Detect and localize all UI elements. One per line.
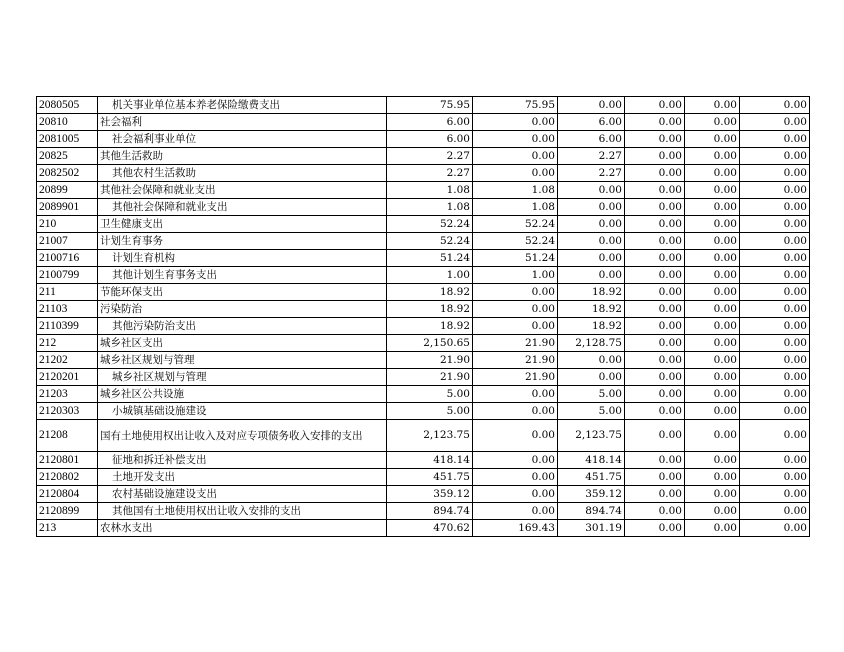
subject-code-cell: 210 [37, 216, 98, 233]
amount-cell: 0.00 [740, 148, 810, 165]
amount-cell: 0.00 [473, 114, 558, 131]
amount-cell: 0.00 [685, 284, 740, 301]
subject-name-cell: 土地开发支出 [98, 469, 387, 486]
amount-cell: 0.00 [740, 369, 810, 386]
amount-cell: 21.90 [473, 369, 558, 386]
amount-cell: 0.00 [685, 420, 740, 452]
amount-cell: 470.62 [387, 520, 473, 537]
subject-code-cell: 2120899 [37, 503, 98, 520]
table-row [37, 469, 810, 486]
amount-cell: 0.00 [473, 503, 558, 520]
table-row [37, 131, 810, 148]
table-row [37, 503, 810, 520]
amount-cell: 0.00 [558, 250, 625, 267]
amount-cell: 0.00 [740, 216, 810, 233]
amount-cell: 2.27 [558, 148, 625, 165]
table-row [37, 335, 810, 352]
amount-cell: 0.00 [685, 199, 740, 216]
amount-cell: 0.00 [625, 486, 685, 503]
table-row [37, 520, 810, 537]
subject-code-cell: 2120201 [37, 369, 98, 386]
amount-cell: 0.00 [685, 301, 740, 318]
subject-name-cell: 征地和拆迁补偿支出 [98, 452, 387, 469]
table-row [37, 114, 810, 131]
amount-cell: 0.00 [558, 233, 625, 250]
subject-code-cell: 20899 [37, 182, 98, 199]
subject-name-cell: 其他计划生育事务支出 [98, 267, 387, 284]
amount-cell: 52.24 [473, 233, 558, 250]
amount-cell: 5.00 [558, 386, 625, 403]
amount-cell: 0.00 [625, 216, 685, 233]
table-row [37, 301, 810, 318]
subject-code-cell: 2100799 [37, 267, 98, 284]
amount-cell: 418.14 [387, 452, 473, 469]
amount-cell: 0.00 [685, 148, 740, 165]
amount-cell: 0.00 [625, 386, 685, 403]
amount-cell: 0.00 [685, 503, 740, 520]
amount-cell: 0.00 [625, 182, 685, 199]
amount-cell: 0.00 [625, 335, 685, 352]
subject-name-cell: 其他国有土地使用权出让收入安排的支出 [98, 503, 387, 520]
amount-cell: 0.00 [625, 97, 685, 114]
table-row [37, 199, 810, 216]
amount-cell: 0.00 [740, 97, 810, 114]
amount-cell: 359.12 [387, 486, 473, 503]
amount-cell: 18.92 [387, 284, 473, 301]
amount-cell: 18.92 [387, 318, 473, 335]
amount-cell: 18.92 [558, 301, 625, 318]
table-row [37, 216, 810, 233]
amount-cell: 2.27 [387, 148, 473, 165]
subject-name-cell: 节能环保支出 [98, 284, 387, 301]
amount-cell: 5.00 [387, 403, 473, 420]
amount-cell: 451.75 [558, 469, 625, 486]
amount-cell: 359.12 [558, 486, 625, 503]
subject-code-cell: 21007 [37, 233, 98, 250]
subject-code-cell: 2082502 [37, 165, 98, 182]
amount-cell: 2,128.75 [558, 335, 625, 352]
amount-cell: 0.00 [685, 318, 740, 335]
amount-cell: 0.00 [685, 250, 740, 267]
subject-name-cell: 其他污染防治支出 [98, 318, 387, 335]
amount-cell: 0.00 [685, 165, 740, 182]
amount-cell: 51.24 [473, 250, 558, 267]
amount-cell: 0.00 [740, 386, 810, 403]
amount-cell: 0.00 [685, 486, 740, 503]
subject-name-cell: 污染防治 [98, 301, 387, 318]
budget-table [36, 96, 810, 537]
amount-cell: 0.00 [685, 131, 740, 148]
table-row [37, 148, 810, 165]
subject-code-cell: 21203 [37, 386, 98, 403]
amount-cell: 0.00 [740, 486, 810, 503]
subject-code-cell: 21208 [37, 420, 98, 452]
amount-cell: 0.00 [685, 182, 740, 199]
amount-cell: 0.00 [685, 520, 740, 537]
amount-cell: 6.00 [387, 131, 473, 148]
amount-cell: 0.00 [625, 503, 685, 520]
amount-cell: 75.95 [473, 97, 558, 114]
amount-cell: 0.00 [740, 469, 810, 486]
amount-cell: 52.24 [387, 216, 473, 233]
amount-cell: 0.00 [625, 469, 685, 486]
amount-cell: 6.00 [558, 131, 625, 148]
table-row [37, 420, 810, 452]
amount-cell: 0.00 [740, 250, 810, 267]
amount-cell: 21.90 [473, 352, 558, 369]
amount-cell: 5.00 [387, 386, 473, 403]
amount-cell: 0.00 [740, 182, 810, 199]
amount-cell: 0.00 [558, 352, 625, 369]
amount-cell: 0.00 [625, 267, 685, 284]
table-row [37, 97, 810, 114]
amount-cell: 2,150.65 [387, 335, 473, 352]
subject-code-cell: 20810 [37, 114, 98, 131]
subject-code-cell: 213 [37, 520, 98, 537]
table-row [37, 267, 810, 284]
amount-cell: 0.00 [740, 131, 810, 148]
subject-code-cell: 211 [37, 284, 98, 301]
amount-cell: 0.00 [625, 452, 685, 469]
amount-cell: 0.00 [558, 216, 625, 233]
table-row [37, 318, 810, 335]
amount-cell: 1.08 [387, 182, 473, 199]
subject-name-cell: 小城镇基础设施建设 [98, 403, 387, 420]
amount-cell: 0.00 [740, 403, 810, 420]
subject-code-cell: 20825 [37, 148, 98, 165]
amount-cell: 1.00 [387, 267, 473, 284]
amount-cell: 0.00 [740, 335, 810, 352]
amount-cell: 0.00 [685, 469, 740, 486]
amount-cell: 169.43 [473, 520, 558, 537]
amount-cell: 0.00 [740, 503, 810, 520]
subject-name-cell: 其他生活救助 [98, 148, 387, 165]
amount-cell: 0.00 [473, 403, 558, 420]
table-row [37, 403, 810, 420]
amount-cell: 2,123.75 [558, 420, 625, 452]
table-row [37, 284, 810, 301]
amount-cell: 21.90 [387, 369, 473, 386]
budget-table-body [37, 97, 810, 537]
amount-cell: 0.00 [740, 352, 810, 369]
amount-cell: 0.00 [625, 148, 685, 165]
subject-code-cell: 2120804 [37, 486, 98, 503]
amount-cell: 0.00 [473, 148, 558, 165]
amount-cell: 0.00 [625, 301, 685, 318]
amount-cell: 0.00 [740, 520, 810, 537]
amount-cell: 0.00 [473, 301, 558, 318]
amount-cell: 0.00 [740, 267, 810, 284]
amount-cell: 2.27 [387, 165, 473, 182]
subject-name-cell: 卫生健康支出 [98, 216, 387, 233]
amount-cell: 0.00 [625, 369, 685, 386]
subject-name-cell: 城乡社区规划与管理 [98, 369, 387, 386]
amount-cell: 0.00 [625, 165, 685, 182]
amount-cell: 0.00 [625, 233, 685, 250]
table-row [37, 182, 810, 199]
amount-cell: 301.19 [558, 520, 625, 537]
amount-cell: 0.00 [625, 318, 685, 335]
amount-cell: 2.27 [558, 165, 625, 182]
amount-cell: 0.00 [558, 369, 625, 386]
amount-cell: 894.74 [558, 503, 625, 520]
amount-cell: 0.00 [625, 114, 685, 131]
amount-cell: 0.00 [685, 114, 740, 131]
subject-code-cell: 2080505 [37, 97, 98, 114]
amount-cell: 0.00 [740, 284, 810, 301]
table-row [37, 486, 810, 503]
amount-cell: 2,123.75 [387, 420, 473, 452]
subject-name-cell: 城乡社区支出 [98, 335, 387, 352]
amount-cell: 0.00 [473, 420, 558, 452]
amount-cell: 0.00 [685, 216, 740, 233]
subject-code-cell: 2110399 [37, 318, 98, 335]
amount-cell: 0.00 [558, 267, 625, 284]
amount-cell: 75.95 [387, 97, 473, 114]
amount-cell: 0.00 [740, 318, 810, 335]
amount-cell: 1.00 [473, 267, 558, 284]
subject-code-cell: 2081005 [37, 131, 98, 148]
amount-cell: 51.24 [387, 250, 473, 267]
subject-name-cell: 计划生育事务 [98, 233, 387, 250]
amount-cell: 0.00 [740, 301, 810, 318]
amount-cell: 418.14 [558, 452, 625, 469]
amount-cell: 0.00 [740, 165, 810, 182]
amount-cell: 0.00 [473, 386, 558, 403]
table-row [37, 165, 810, 182]
amount-cell: 894.74 [387, 503, 473, 520]
amount-cell: 0.00 [685, 386, 740, 403]
amount-cell: 0.00 [685, 403, 740, 420]
amount-cell: 0.00 [685, 267, 740, 284]
subject-name-cell: 机关事业单位基本养老保险缴费支出 [98, 97, 387, 114]
amount-cell: 5.00 [558, 403, 625, 420]
amount-cell: 0.00 [473, 165, 558, 182]
amount-cell: 0.00 [473, 318, 558, 335]
amount-cell: 21.90 [387, 352, 473, 369]
amount-cell: 0.00 [625, 403, 685, 420]
amount-cell: 0.00 [625, 284, 685, 301]
subject-code-cell: 2100716 [37, 250, 98, 267]
subject-name-cell: 城乡社区规划与管理 [98, 352, 387, 369]
subject-name-cell: 计划生育机构 [98, 250, 387, 267]
amount-cell: 1.08 [473, 199, 558, 216]
amount-cell: 52.24 [473, 216, 558, 233]
amount-cell: 52.24 [387, 233, 473, 250]
amount-cell: 0.00 [625, 250, 685, 267]
amount-cell: 0.00 [473, 284, 558, 301]
amount-cell: 0.00 [740, 199, 810, 216]
subject-code-cell: 2120303 [37, 403, 98, 420]
amount-cell: 0.00 [740, 233, 810, 250]
amount-cell: 451.75 [387, 469, 473, 486]
amount-cell: 18.92 [558, 318, 625, 335]
amount-cell: 1.08 [473, 182, 558, 199]
amount-cell: 0.00 [473, 486, 558, 503]
amount-cell: 0.00 [625, 131, 685, 148]
table-row [37, 250, 810, 267]
table-row [37, 352, 810, 369]
amount-cell: 0.00 [558, 182, 625, 199]
subject-code-cell: 2120801 [37, 452, 98, 469]
amount-cell: 0.00 [625, 352, 685, 369]
amount-cell: 0.00 [625, 520, 685, 537]
amount-cell: 18.92 [558, 284, 625, 301]
amount-cell: 0.00 [685, 369, 740, 386]
subject-name-cell: 其他社会保障和就业支出 [98, 182, 387, 199]
subject-name-cell: 国有土地使用权出让收入及对应专项债务收入安排的支出 [98, 420, 387, 452]
table-row [37, 233, 810, 250]
amount-cell: 0.00 [685, 233, 740, 250]
table-row [37, 369, 810, 386]
table-row [37, 386, 810, 403]
subject-code-cell: 21202 [37, 352, 98, 369]
amount-cell: 0.00 [625, 420, 685, 452]
subject-name-cell: 其他社会保障和就业支出 [98, 199, 387, 216]
subject-name-cell: 农村基础设施建设支出 [98, 486, 387, 503]
subject-name-cell: 农林水支出 [98, 520, 387, 537]
subject-name-cell: 社会福利 [98, 114, 387, 131]
subject-code-cell: 212 [37, 335, 98, 352]
subject-code-cell: 2120802 [37, 469, 98, 486]
amount-cell: 0.00 [473, 131, 558, 148]
amount-cell: 0.00 [558, 97, 625, 114]
amount-cell: 18.92 [387, 301, 473, 318]
amount-cell: 0.00 [685, 335, 740, 352]
amount-cell: 0.00 [625, 199, 685, 216]
amount-cell: 0.00 [473, 452, 558, 469]
table-row [37, 452, 810, 469]
amount-cell: 0.00 [473, 469, 558, 486]
amount-cell: 0.00 [685, 452, 740, 469]
amount-cell: 0.00 [558, 199, 625, 216]
subject-name-cell: 其他农村生活救助 [98, 165, 387, 182]
amount-cell: 6.00 [558, 114, 625, 131]
amount-cell: 21.90 [473, 335, 558, 352]
amount-cell: 0.00 [685, 97, 740, 114]
amount-cell: 0.00 [740, 420, 810, 452]
subject-code-cell: 2089901 [37, 199, 98, 216]
amount-cell: 1.08 [387, 199, 473, 216]
amount-cell: 6.00 [387, 114, 473, 131]
amount-cell: 0.00 [740, 114, 810, 131]
amount-cell: 0.00 [740, 452, 810, 469]
subject-name-cell: 城乡社区公共设施 [98, 386, 387, 403]
amount-cell: 0.00 [685, 352, 740, 369]
subject-name-cell: 社会福利事业单位 [98, 131, 387, 148]
subject-code-cell: 21103 [37, 301, 98, 318]
